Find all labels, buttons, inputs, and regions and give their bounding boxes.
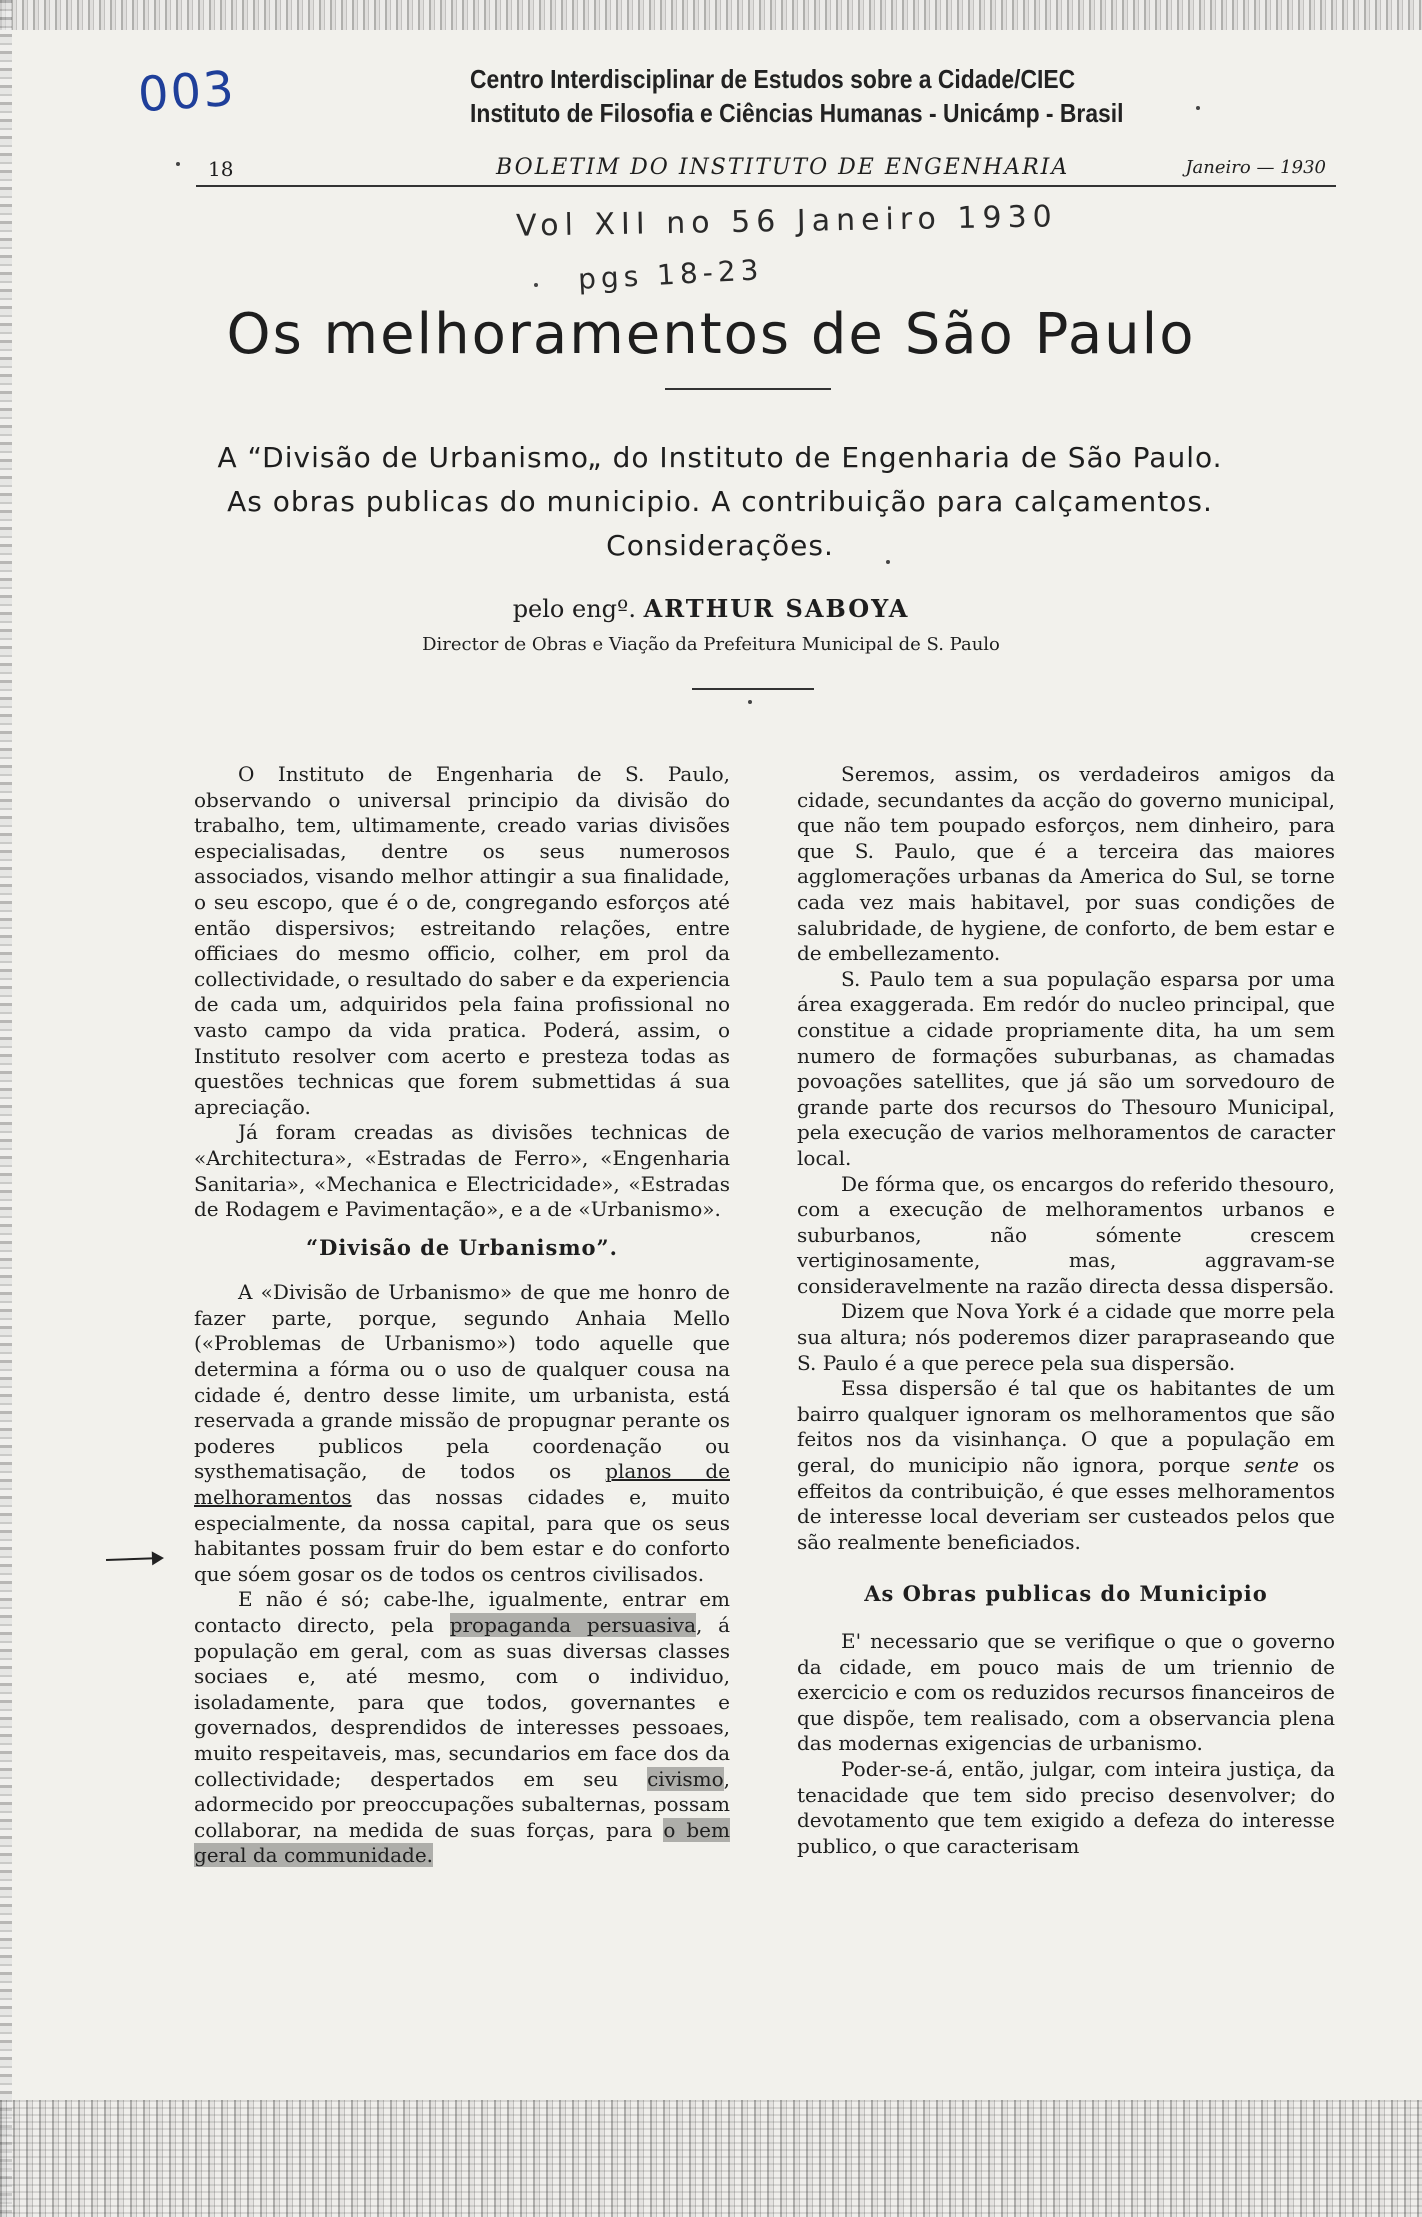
underlined-phrase: planos de melhoramentos	[194, 1459, 730, 1510]
scan-speck	[176, 162, 180, 166]
handwritten-code: 003	[136, 60, 238, 124]
scan-speck	[886, 560, 890, 564]
text-run: E não é só; cabe-lhe, igualmente, entrar em contacto directo, pela	[194, 1587, 730, 1637]
article-subtitle: A “Divisão de Urbanismo„ do Instituto de Engenharia de São Paulo. As obras publicas do municipio. A contribuição para calçamentos. Considerações.	[217, 441, 1223, 562]
text-run: , adormecido por preoccupações subalternas, possam collaborar, na medida de suas forças, para	[194, 1766, 731, 1842]
highlighted-phrase: civismo	[647, 1766, 724, 1791]
handwritten-note-pages: pgs 18-23	[577, 253, 765, 296]
scan-speck	[534, 283, 538, 287]
paragraph: De fórma que, os encargos do referido thesouro, com a execução de melhoramentos urbanos e suburbanos, não sómente crescem vertiginosamente, mas, aggravam-se consideravelmente na razão directa dessa dispersão.	[797, 1171, 1335, 1298]
paragraph: S. Paulo tem a sua população esparsa por uma área exaggerada. Em redór do nucleo principal, que constitue a cidade propriamente dita, ha um sem numero de formações suburbanas, as chamadas povoações satellites, que já são um sorvedouro de grande parte dos recursos do Thesouro Municipal, pela execução de varios melhoramentos de caracter local.	[797, 966, 1335, 1170]
text-run: os effeitos da contribuição, é que esses melhoramentos de interesse local deveriam ser custeados pelos que são realmente beneficiados.	[797, 1453, 1336, 1554]
title-rule	[665, 388, 831, 390]
paragraph: Poder-se-á, então, julgar, com inteira justiça, da tenacidade que tem sido preciso desenvolver; do devotamento que tem exigido a defeza do interesse publico, o que caracterisam	[797, 1756, 1335, 1858]
text-run: A «Divisão de Urbanismo» de que me honro de fazer parte, porque, segundo Anhaia Mello («Problemas de Urbanismo») todo aquelle que determina a fórma ou o uso de qualquer cousa na cidade é, dentro desse limite, um urbanista, está reservada a grande missão de propugnar perante os poderes publicos pela coordenação ou systhematisação, de todos os	[194, 1280, 730, 1484]
issue-date: Janeiro — 1930	[1185, 157, 1326, 178]
paragraph	[194, 1587, 730, 1869]
margin-arrow-mark	[106, 1557, 162, 1561]
highlighted-phrase: o bem geral da communidade.	[194, 1817, 730, 1868]
text-run: Essa dispersão é tal que os habitantes de um bairro qualquer ignoram os melhoramentos que são feitos nos da visinhança. O que a população em geral, do municipio não ignora, porque	[797, 1376, 1335, 1478]
section-heading-urbanismo: “Divisão de Urbanismo”.	[306, 1234, 618, 1260]
stamp-line-2: Instituto de Filosofia e Ciências Humanas - Unicámp - Brasil	[470, 98, 1124, 128]
scan-edge-bottom	[0, 2100, 1422, 2217]
paragraph	[797, 1376, 1335, 1555]
author-role: Director de Obras e Viação da Prefeitura Municipal de S. Paulo	[422, 634, 1000, 655]
article-title: Os melhoramentos de São Paulo	[226, 302, 1196, 367]
scan-speck	[748, 700, 752, 704]
paragraph: Dizem que Nova York é a cidade que morre pela sua altura; nós poderemos dizer parapraseando que S. Paulo é a que perece pela sua dispersão.	[797, 1299, 1335, 1375]
highlighted-phrase: propaganda persuasiva	[449, 1613, 697, 1637]
paragraph: O Instituto de Engenharia de S. Paulo, observando o universal principio da divisão do trabalho, tem, ultimamente, creado varias divisões especialisadas, dentre os seus numerosos associados, visando melhor attingir a sua finalidade, o seu escopo, que é o de, congregando esforços até então dispersivos; estreitando relações, entre officiaes do mesmo officio, colher, em prol da collectividade, o resultado do saber e da experiencia de cada um, adquiridos pela faina profissional no vasto campo da vida pratica. Poderá, assim, o Instituto resolver com acerto e presteza todas as questões technicas que forem submettidas á sua apreciação.	[194, 762, 730, 1119]
left-column	[194, 762, 730, 1869]
byline-rule	[692, 688, 814, 690]
journal-title: BOLETIM DO INSTITUTO DE ENGENHARIA	[496, 155, 1070, 180]
page-number: 18	[208, 157, 234, 181]
paragraph: E' necessario que se verifique o que o governo da cidade, em pouco mais de um triennio de exercicio e com os reduzidos recursos financeiros de que dispõe, tem realisado, com a observancia plena das modernas exigencias de urbanismo.	[797, 1629, 1335, 1756]
byline-prefix: pelo engº.	[512, 595, 636, 623]
handwritten-note-volume: Vol XII no 56 Janeiro 1930	[515, 199, 1059, 244]
text-run: das nossas cidades e, muito especialmente, da nossa capital, para que os seus habitantes possam fruir do bem estar e do conforto que sóem gosar os de todos os centros civilisados.	[194, 1485, 731, 1586]
paragraph: Seremos, assim, os verdadeiros amigos da cidade, secundantes da acção do governo municipal, que não tem poupado esforços, nem dinheiro, para que S. Paulo, que é a terceira das maiores agglomerações urbanas da America do Sul, se torne cada vez mais habitavel, por suas condições de salubridade, de hygiene, de conforto, de bem estar e de embellezamento.	[797, 762, 1335, 966]
author-name: ARTHUR SABOYA	[643, 594, 910, 623]
paragraph	[194, 1280, 730, 1587]
text-run: , á população em geral, com as suas diversas classes sociaes e, até mesmo, com o individuo, isoladamente, para que todos, governantes e governados, desprendidos de interesses pessoaes, muito respeitaveis, mas, secundarios em face dos da collectividade; despertados em seu	[194, 1613, 731, 1791]
running-head	[196, 155, 1336, 187]
scan-speck	[1196, 106, 1200, 110]
archive-stamp	[470, 62, 1213, 130]
section-heading-obras-publicas: As Obras publicas do Municipio	[864, 1581, 1268, 1607]
byline	[0, 594, 1422, 623]
scan-edge-top	[0, 0, 1422, 30]
stamp-line-1: Centro Interdisciplinar de Estudos sobre a Cidade/CIEC	[470, 64, 1076, 94]
right-column	[797, 762, 1335, 1859]
emphasis: sente	[1244, 1453, 1299, 1478]
paragraph: Já foram creadas as divisões technicas de «Architectura», «Estradas de Ferro», «Engenharia Sanitaria», «Mechanica e Electricidade», «Estradas de Rodagem e Pavimentação», e a de «Urbanismo».	[194, 1120, 730, 1222]
